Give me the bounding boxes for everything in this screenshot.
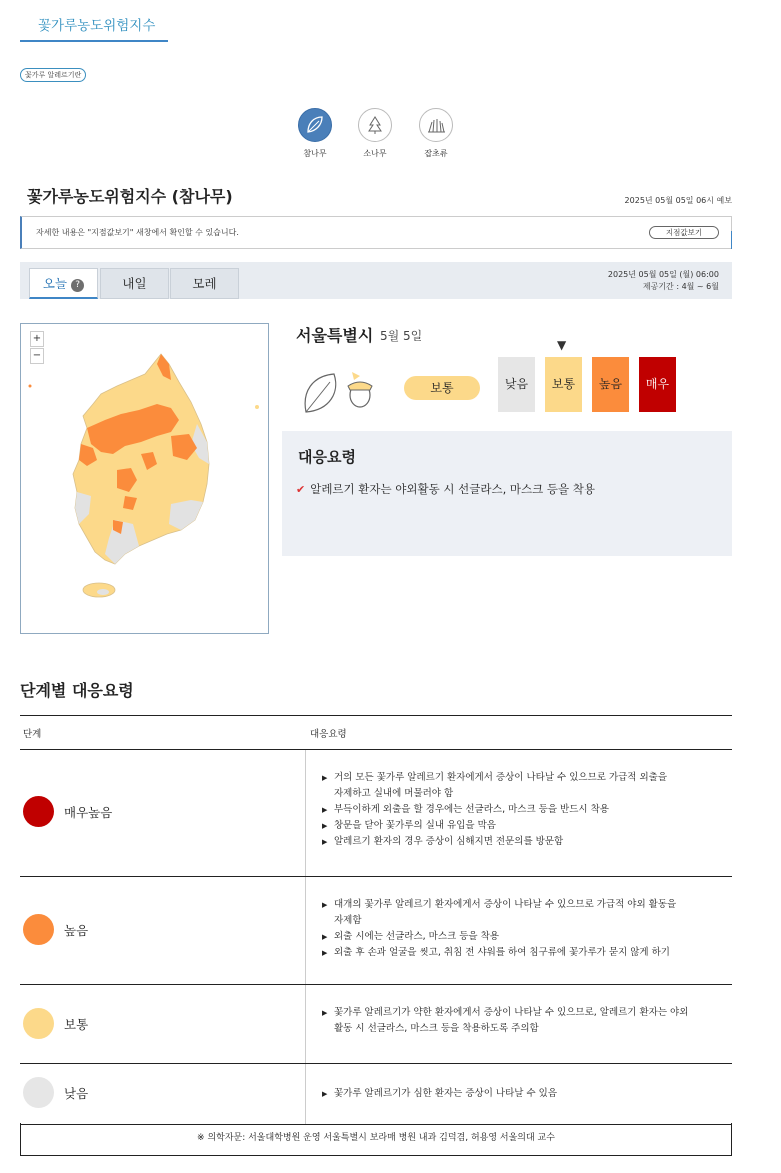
response-item	[296, 481, 595, 497]
current-level-badge: 보통	[404, 376, 480, 400]
tab-today[interactable]	[29, 268, 98, 299]
guide-item: ▶ 외출 후 손과 얼굴을 씻고, 취침 전 샤워를 하여 침구류에 꽃가루가 묻지 않게 하기	[322, 945, 676, 961]
stage-table	[20, 715, 732, 1125]
day-tab-bar	[20, 262, 732, 299]
guide-list	[322, 1086, 557, 1102]
day-info	[608, 269, 719, 293]
tab-label: 꽃가루농도위험지수	[38, 18, 156, 34]
level-name: 높음	[64, 923, 89, 938]
level-dot-high	[23, 914, 54, 945]
scale-label: 매우	[645, 377, 670, 391]
response-item-text: 알레르기 환자는 야외활동 시 선글라스, 마스크 등을 착용	[310, 482, 595, 496]
guide-list	[322, 770, 667, 850]
service-period: 제공기간 : 4월 ~ 6월	[642, 282, 719, 291]
tab-tomorrow[interactable]: 내일	[100, 268, 169, 299]
guide-item: ▶ 꽃가루 알레르기가 심한 환자는 증상이 나타날 수 있음	[322, 1086, 557, 1102]
guide-item: ▶ 꽃가루 알레르기가 약한 환자에게서 증상이 나타날 수 있으므로, 알레르기 환자는 야외	[322, 1005, 688, 1021]
guide-item: ▶ 외출 시에는 선글라스, 마스크 등을 착용	[322, 929, 676, 945]
level-dot-normal	[23, 1008, 54, 1039]
scale-very-high	[639, 357, 676, 412]
table-row	[20, 1064, 732, 1125]
zoom-in-button[interactable]: +	[30, 331, 44, 347]
scale-normal	[545, 357, 582, 412]
header-stage: 단계	[23, 729, 42, 740]
oak-leaf-acorn-icon	[300, 362, 378, 422]
scale-label: 보통	[551, 377, 576, 391]
species-label: 소나무	[363, 149, 387, 158]
point-value-button[interactable]: 지점값보기	[649, 226, 719, 239]
forecast-time: 2025년 05월 05일 06시 예보	[624, 196, 732, 205]
species-pine[interactable]	[350, 108, 400, 159]
stage-section-title: 단계별 대응요령	[20, 681, 134, 700]
region-name: 서울특별시	[296, 326, 374, 345]
allergy-info-button[interactable]: 꽃가루 알레르기란	[20, 68, 86, 82]
weed-icon	[419, 108, 453, 142]
header-guide: 대응요령	[310, 729, 347, 740]
medical-advisory-footnote: ※ 의학자문: 서울대학병원 운영 서울특별시 보라매 병원 내과 김덕겸, 허용영 서울의대 교수	[20, 1123, 732, 1156]
level-name: 낮음	[64, 1086, 89, 1101]
guide-item: ▶ 부득이하게 외출을 할 경우에는 선글라스, 마스크 등을 반드시 착용	[322, 802, 667, 818]
response-panel	[282, 431, 732, 556]
pine-tree-icon	[358, 108, 392, 142]
species-weed[interactable]	[411, 108, 461, 159]
checkmark-icon: ✔	[296, 483, 306, 496]
scale-low	[498, 357, 535, 412]
page-title: 꽃가루농도위험지수 (참나무)	[27, 187, 233, 206]
guide-list	[322, 1005, 688, 1037]
tab-today-label: 오늘	[42, 276, 68, 291]
level-name: 보통	[64, 1017, 89, 1032]
table-row	[20, 750, 732, 877]
zoom-out-button[interactable]: −	[30, 348, 44, 364]
guide-item: 자제함	[334, 915, 362, 926]
level-dot-very-high	[23, 796, 54, 827]
response-title: 대응요령	[298, 448, 356, 466]
tab-pollen-risk-index[interactable]	[20, 0, 168, 42]
guide-item: ▶ 대개의 꽃가루 알레르기 환자에게서 증상이 나타날 수 있으므로 가급적 야외 활동을	[322, 897, 676, 913]
table-row	[20, 877, 732, 985]
help-icon[interactable]: ?	[71, 279, 84, 292]
level-marker-icon: ▼	[557, 338, 567, 352]
guide-item: ▶ 거의 모든 꽃가루 알레르기 환자에게서 증상이 나타날 수 있으므로 가급적 외출을	[322, 770, 667, 786]
region-date: 5월 5일	[380, 329, 423, 343]
guide-item: ▶ 창문을 닫아 꽃가루의 실내 유입을 막음	[322, 818, 667, 834]
korea-map-shape	[21, 324, 268, 633]
level-dot-low	[23, 1077, 54, 1108]
scale-high	[592, 357, 629, 412]
guide-item: ▶ 알레르기 환자의 경우 증상이 심해지면 전문의를 방문함	[322, 834, 667, 850]
species-oak[interactable]	[290, 108, 340, 159]
guide-item: 활동 시 선글라스, 마스크 등을 착용하도록 주의함	[334, 1023, 539, 1034]
guide-list	[322, 897, 676, 961]
level-name: 매우높음	[64, 805, 113, 820]
tab-day-after[interactable]: 모레	[170, 268, 239, 299]
table-header	[20, 716, 732, 750]
notice-text: 자세한 내용은 "지점값보기" 새창에서 확인할 수 있습니다.	[36, 228, 239, 237]
notice-bar	[20, 216, 732, 249]
korea-map[interactable]	[20, 323, 269, 634]
species-label: 참나무	[303, 149, 327, 158]
oak-leaf-icon	[298, 108, 332, 142]
scale-label: 높음	[598, 377, 623, 391]
scale-label: 낮음	[504, 377, 529, 391]
species-label: 잡초류	[424, 149, 448, 158]
table-row	[20, 985, 732, 1064]
guide-item: 자제하고 실내에 머물러야 함	[334, 788, 454, 799]
issue-datetime: 2025년 05월 05일 (월) 06:00	[607, 270, 719, 279]
